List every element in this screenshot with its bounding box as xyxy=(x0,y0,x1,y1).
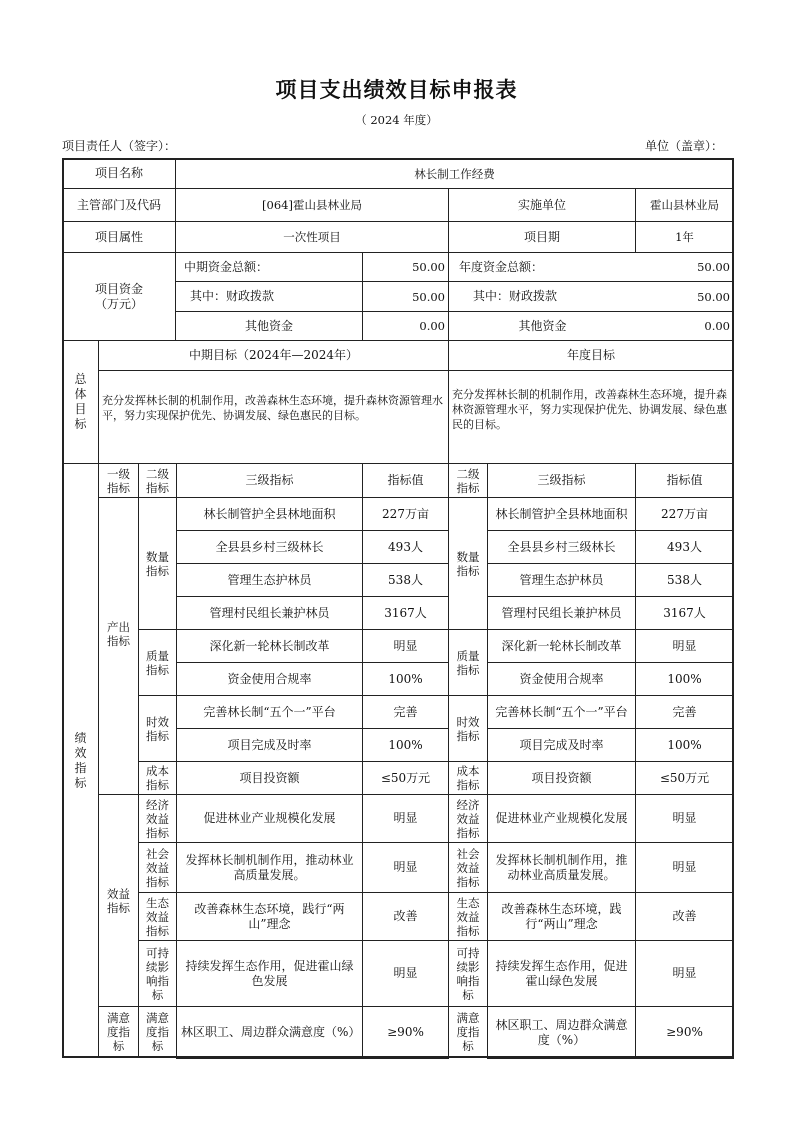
perf-label-char: 效 xyxy=(74,745,87,760)
year-goal-header: 年度目标 xyxy=(448,340,734,371)
indicator-value-year: 538人 xyxy=(635,563,734,597)
indicator-name: 发挥林长制机制作用，推动林业高质量发展。 xyxy=(176,842,363,893)
level2-social-year: 社会效益指标 xyxy=(448,842,488,893)
indicator-value-year: 明显 xyxy=(635,794,734,843)
mid-other-label: 其他资金 xyxy=(175,311,363,341)
level2-quantity-year: 数量指标 xyxy=(448,497,488,630)
perf-label-char: 指 xyxy=(74,760,87,775)
level1-output: 产出指标 xyxy=(98,497,139,795)
level2-satisfaction: 满意度指标 xyxy=(138,1006,177,1058)
funds-label-line2: （万元） xyxy=(94,296,143,311)
year-total-label: 年度资金总额： xyxy=(448,252,636,282)
indicator-name-year: 持续发挥生态作用，促进霍山绿色发展 xyxy=(487,940,636,1007)
perf-label xyxy=(62,463,99,1058)
attr-value: 一次性项目 xyxy=(175,221,449,253)
funds-label-line1: 项目资金 xyxy=(94,281,143,296)
indicator-value-year: 明显 xyxy=(635,842,734,893)
indicator-value: 完善 xyxy=(362,695,449,729)
indicator-name: 资金使用合规率 xyxy=(176,662,363,696)
level2-sustainable: 可持续影响指标 xyxy=(138,940,177,1007)
header-level2: 二级指标 xyxy=(138,463,177,498)
indicator-value-year: 改善 xyxy=(635,892,734,941)
header-value-year: 指标值 xyxy=(635,463,734,498)
indicator-value: 3167人 xyxy=(362,596,449,630)
indicator-value: 明显 xyxy=(362,629,449,663)
overall-goal-char: 目 xyxy=(74,402,87,416)
header-level1: 一级指标 xyxy=(98,463,139,498)
indicator-name-year: 管理生态护林员 xyxy=(487,563,636,597)
indicator-value-year: ≤50万元 xyxy=(635,761,734,795)
level2-cost: 成本指标 xyxy=(138,761,177,795)
indicator-value-year: ≥90% xyxy=(635,1006,734,1059)
level2-cost-year: 成本指标 xyxy=(448,761,488,795)
indicator-value-year: 100% xyxy=(635,662,734,696)
overall-goal-char: 标 xyxy=(74,417,87,431)
mid-fiscal-value: 50.00 xyxy=(362,281,449,312)
project-name-label: 项目名称 xyxy=(62,158,176,189)
indicator-name: 持续发挥生态作用，促进霍山绿色发展 xyxy=(176,940,363,1007)
mid-total-value: 50.00 xyxy=(362,252,449,282)
header-level3-year: 三级指标 xyxy=(487,463,636,498)
level2-timeliness: 时效指标 xyxy=(138,695,177,762)
indicator-value-year: 3167人 xyxy=(635,596,734,630)
indicator-name-year: 林长制管护全县林地面积 xyxy=(487,497,636,531)
indicator-name-year: 林区职工、周边群众满意度（%） xyxy=(487,1006,636,1059)
year-other-value: 0.00 xyxy=(635,311,734,341)
dept-value: [064]霍山县林业局 xyxy=(175,188,449,222)
impl-value: 霍山县林业局 xyxy=(635,188,734,222)
indicator-value-year: 227万亩 xyxy=(635,497,734,531)
project-name-value: 林长制工作经费 xyxy=(175,158,734,189)
indicator-value: 改善 xyxy=(362,892,449,941)
seal-label: 单位（盖章）： xyxy=(644,139,723,153)
indicator-value-year: 明显 xyxy=(635,629,734,663)
year-fiscal-value: 50.00 xyxy=(635,281,734,312)
indicator-value-year: 明显 xyxy=(635,940,734,1007)
overall-goal-label xyxy=(62,340,99,464)
indicator-name-year: 项目完成及时率 xyxy=(487,728,636,762)
level2-quantity: 数量指标 xyxy=(138,497,177,630)
level1-satisfaction: 满意度指标 xyxy=(98,1006,139,1058)
indicator-value-year: 完善 xyxy=(635,695,734,729)
indicator-name: 管理生态护林员 xyxy=(176,563,363,597)
indicator-value-year: 100% xyxy=(635,728,734,762)
level2-economic: 经济效益指标 xyxy=(138,794,177,843)
indicator-name-year: 深化新一轮林长制改革 xyxy=(487,629,636,663)
mid-goal-header: 中期目标（2024年—2024年） xyxy=(98,340,449,371)
indicator-name: 项目投资额 xyxy=(176,761,363,795)
level2-quality-year: 质量指标 xyxy=(448,629,488,696)
mid-fiscal-label: 其中：财政拨款 xyxy=(175,281,363,312)
level2-quality: 质量指标 xyxy=(138,629,177,696)
period-label: 项目期 xyxy=(448,221,636,253)
header-level3: 三级指标 xyxy=(176,463,363,498)
indicator-name: 改善森林生态环境，践行“两山”理念 xyxy=(176,892,363,941)
overall-goal-char: 总 xyxy=(74,372,87,386)
mid-goal-text: 充分发挥林长制的机制作用，改善森林生态环境，提升森林资源管理水平，努力实现保护优先、协调发展、绿色惠民的目标。 xyxy=(98,370,449,464)
indicator-value: 227万亩 xyxy=(362,497,449,531)
year-goal-text: 充分发挥林长制的机制作用，改善森林生态环境，提升森林资源管理水平，努力实现保护优先、协调发展、绿色惠民的目标。 xyxy=(448,370,734,464)
indicator-value: 100% xyxy=(362,662,449,696)
indicator-name: 完善林长制“五个一”平台 xyxy=(176,695,363,729)
indicator-value: 538人 xyxy=(362,563,449,597)
indicator-name: 深化新一轮林长制改革 xyxy=(176,629,363,663)
dept-label: 主管部门及代码 xyxy=(62,188,176,222)
indicator-name-year: 促进林业产业规模化发展 xyxy=(487,794,636,843)
level2-ecological-year: 生态效益指标 xyxy=(448,892,488,941)
indicator-name-year: 全县县乡村三级林长 xyxy=(487,530,636,564)
indicator-name: 项目完成及时率 xyxy=(176,728,363,762)
year-fiscal-label: 其中：财政拨款 xyxy=(448,281,636,312)
header-value: 指标值 xyxy=(362,463,449,498)
page-title: 项目支出绩效目标申报表 xyxy=(275,78,518,102)
signer-label: 项目责任人（签字）： xyxy=(62,139,177,153)
year-other-label: 其他资金 xyxy=(448,311,636,341)
indicator-name-year: 完善林长制“五个一”平台 xyxy=(487,695,636,729)
level2-economic-year: 经济效益指标 xyxy=(448,794,488,843)
indicator-value: ≥90% xyxy=(362,1006,449,1059)
funds-label xyxy=(62,252,176,341)
indicator-value: 明显 xyxy=(362,794,449,843)
year-total-value: 50.00 xyxy=(635,252,734,282)
mid-total-label: 中期资金总额： xyxy=(175,252,363,282)
level2-timeliness-year: 时效指标 xyxy=(448,695,488,762)
level2-social: 社会效益指标 xyxy=(138,842,177,893)
impl-label: 实施单位 xyxy=(448,188,636,222)
indicator-name: 管理村民组长兼护林员 xyxy=(176,596,363,630)
header-level2-year: 二级指标 xyxy=(448,463,488,498)
level2-satisfaction-year: 满意度指标 xyxy=(448,1006,488,1058)
perf-label-char: 绩 xyxy=(74,730,87,745)
indicator-value: 100% xyxy=(362,728,449,762)
indicator-value-year: 493人 xyxy=(635,530,734,564)
indicator-name-year: 资金使用合规率 xyxy=(487,662,636,696)
level2-ecological: 生态效益指标 xyxy=(138,892,177,941)
indicator-name-year: 管理村民组长兼护林员 xyxy=(487,596,636,630)
attr-label: 项目属性 xyxy=(62,221,176,253)
mid-other-value: 0.00 xyxy=(362,311,449,341)
indicator-value: ≤50万元 xyxy=(362,761,449,795)
level2-sustainable-year: 可持续影响指标 xyxy=(448,940,488,1007)
perf-label-char: 标 xyxy=(74,775,87,790)
indicator-value: 明显 xyxy=(362,940,449,1007)
report-year: （ 2024 年度） xyxy=(355,113,438,127)
indicator-value: 493人 xyxy=(362,530,449,564)
indicator-value: 明显 xyxy=(362,842,449,893)
indicator-name: 促进林业产业规模化发展 xyxy=(176,794,363,843)
indicator-name: 全县县乡村三级林长 xyxy=(176,530,363,564)
indicator-name-year: 改善森林生态环境，践行“两山”理念 xyxy=(487,892,636,941)
period-value: 1年 xyxy=(635,221,734,253)
level1-benefit: 效益指标 xyxy=(98,794,139,1007)
overall-goal-char: 体 xyxy=(74,387,87,401)
indicator-name-year: 项目投资额 xyxy=(487,761,636,795)
indicator-name: 林长制管护全县林地面积 xyxy=(176,497,363,531)
indicator-name: 林区职工、周边群众满意度（%） xyxy=(176,1006,363,1059)
indicator-name-year: 发挥林长制机制作用，推动林业高质量发展。 xyxy=(487,842,636,893)
